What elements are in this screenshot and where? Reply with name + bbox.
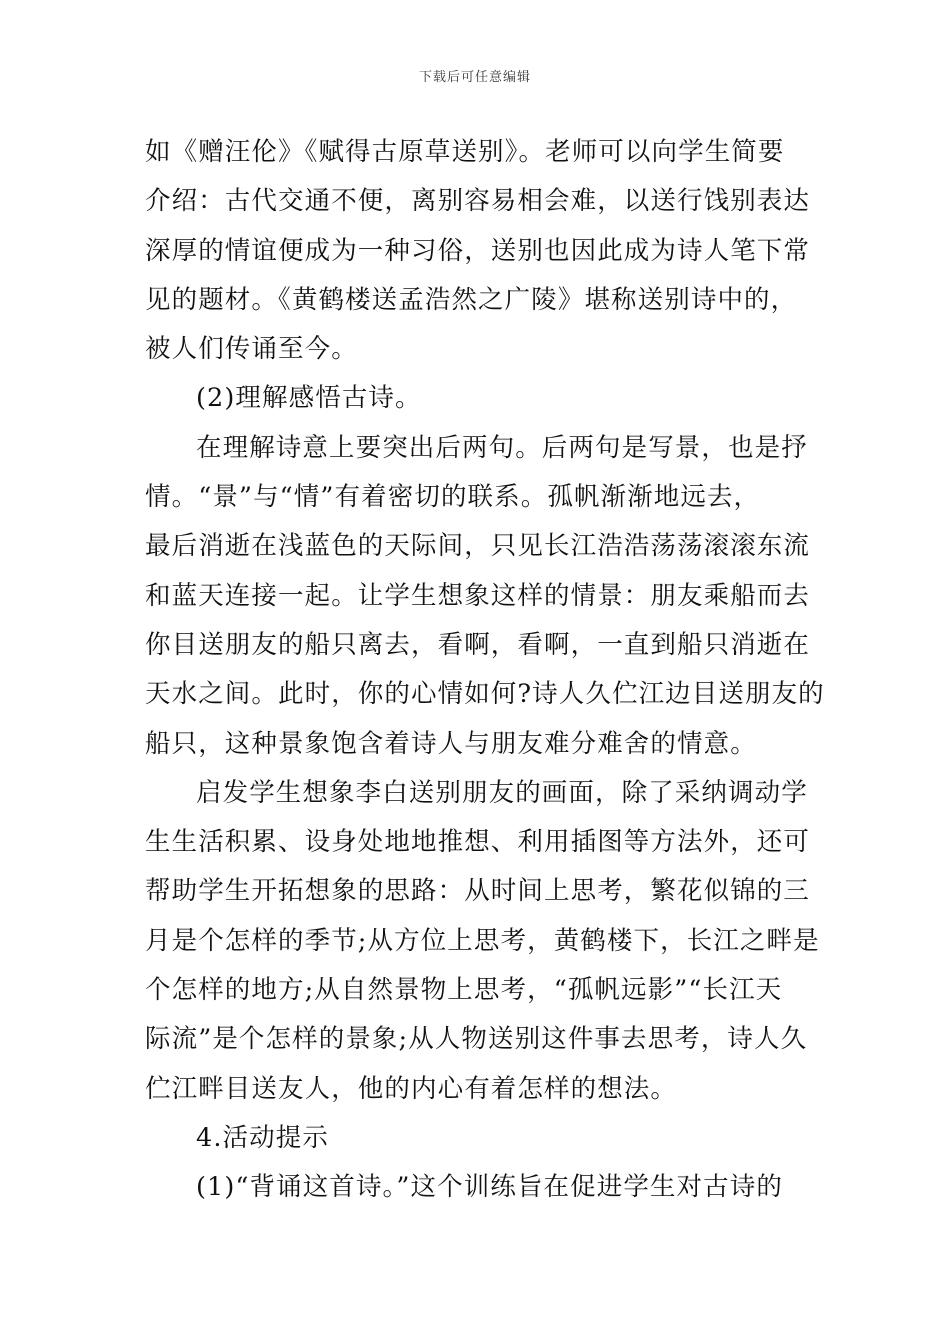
text-line: 生生活积累、设身处地地推想、利用插图等方法外，还可 — [145, 827, 811, 858]
text-line: 你目送朋友的船只离去，看啊，看啊，一直到船只消逝在 — [145, 629, 811, 660]
text-line: 伫江畔目送友人，他的内心有着怎样的想法。 — [145, 1073, 678, 1104]
text-line: 如《赠汪伦》《赋得古原草送别》。老师可以向学生简要 — [145, 137, 785, 167]
text-line: 船只，这种景象饱含着诗人与朋友难分难舍的情意。 — [145, 728, 757, 759]
text-line: (1)“背诵这首诗。”这个训练旨在促进学生对古诗的 — [196, 1172, 783, 1203]
text-line: 在理解诗意上要突出后两句。后两句是写景，也是抒 — [196, 432, 808, 463]
text-line: 见的题材。《黄鹤楼送孟浩然之广陵》堪称送别诗中的， — [145, 284, 798, 315]
text-line: 启发学生想象李白送别朋友的画面，除了采纳调动学 — [196, 777, 808, 808]
text-line: 和蓝天连接一起。让学生想象这样的情景：朋友乘船而去 — [145, 580, 811, 611]
section-heading: 4.活动提示 — [196, 1122, 329, 1153]
page-header-note: 下载后可任意编辑 — [418, 70, 531, 85]
text-line: 最后消逝在浅蓝色的天际间，只见长江浩浩荡荡滚滚东流 — [145, 531, 811, 562]
text-line: 被人们传诵至今。 — [145, 334, 358, 365]
document-body — [145, 128, 825, 1213]
text-line: 际流”是个怎样的景象;从人物送别这件事去思考，诗人久 — [145, 1024, 808, 1055]
text-line: 情。“景”与“情”有着密切的联系。孤帆渐渐地远去， — [145, 482, 761, 513]
text-line: 深厚的情谊便成为一种习俗，送别也因此成为诗人笔下常 — [145, 235, 811, 266]
text-line: 介绍：古代交通不便，离别容易相会难，以送行饯别表达 — [145, 186, 811, 217]
text-line: 天水之间。此时，你的心情如何?诗人久伫江边目送朋友的 — [145, 679, 825, 710]
text-line: 帮助学生开拓想象的思路：从时间上思考，繁花似锦的三 — [145, 876, 811, 907]
text-line: 月是个怎样的季节;从方位上思考，黄鹤楼下，长江之畔是 — [145, 925, 820, 956]
text-line: 个怎样的地方;从自然景物上思考，“孤帆远影”“长江天 — [145, 975, 783, 1006]
section-heading: (2)理解感悟古诗。 — [196, 383, 422, 414]
